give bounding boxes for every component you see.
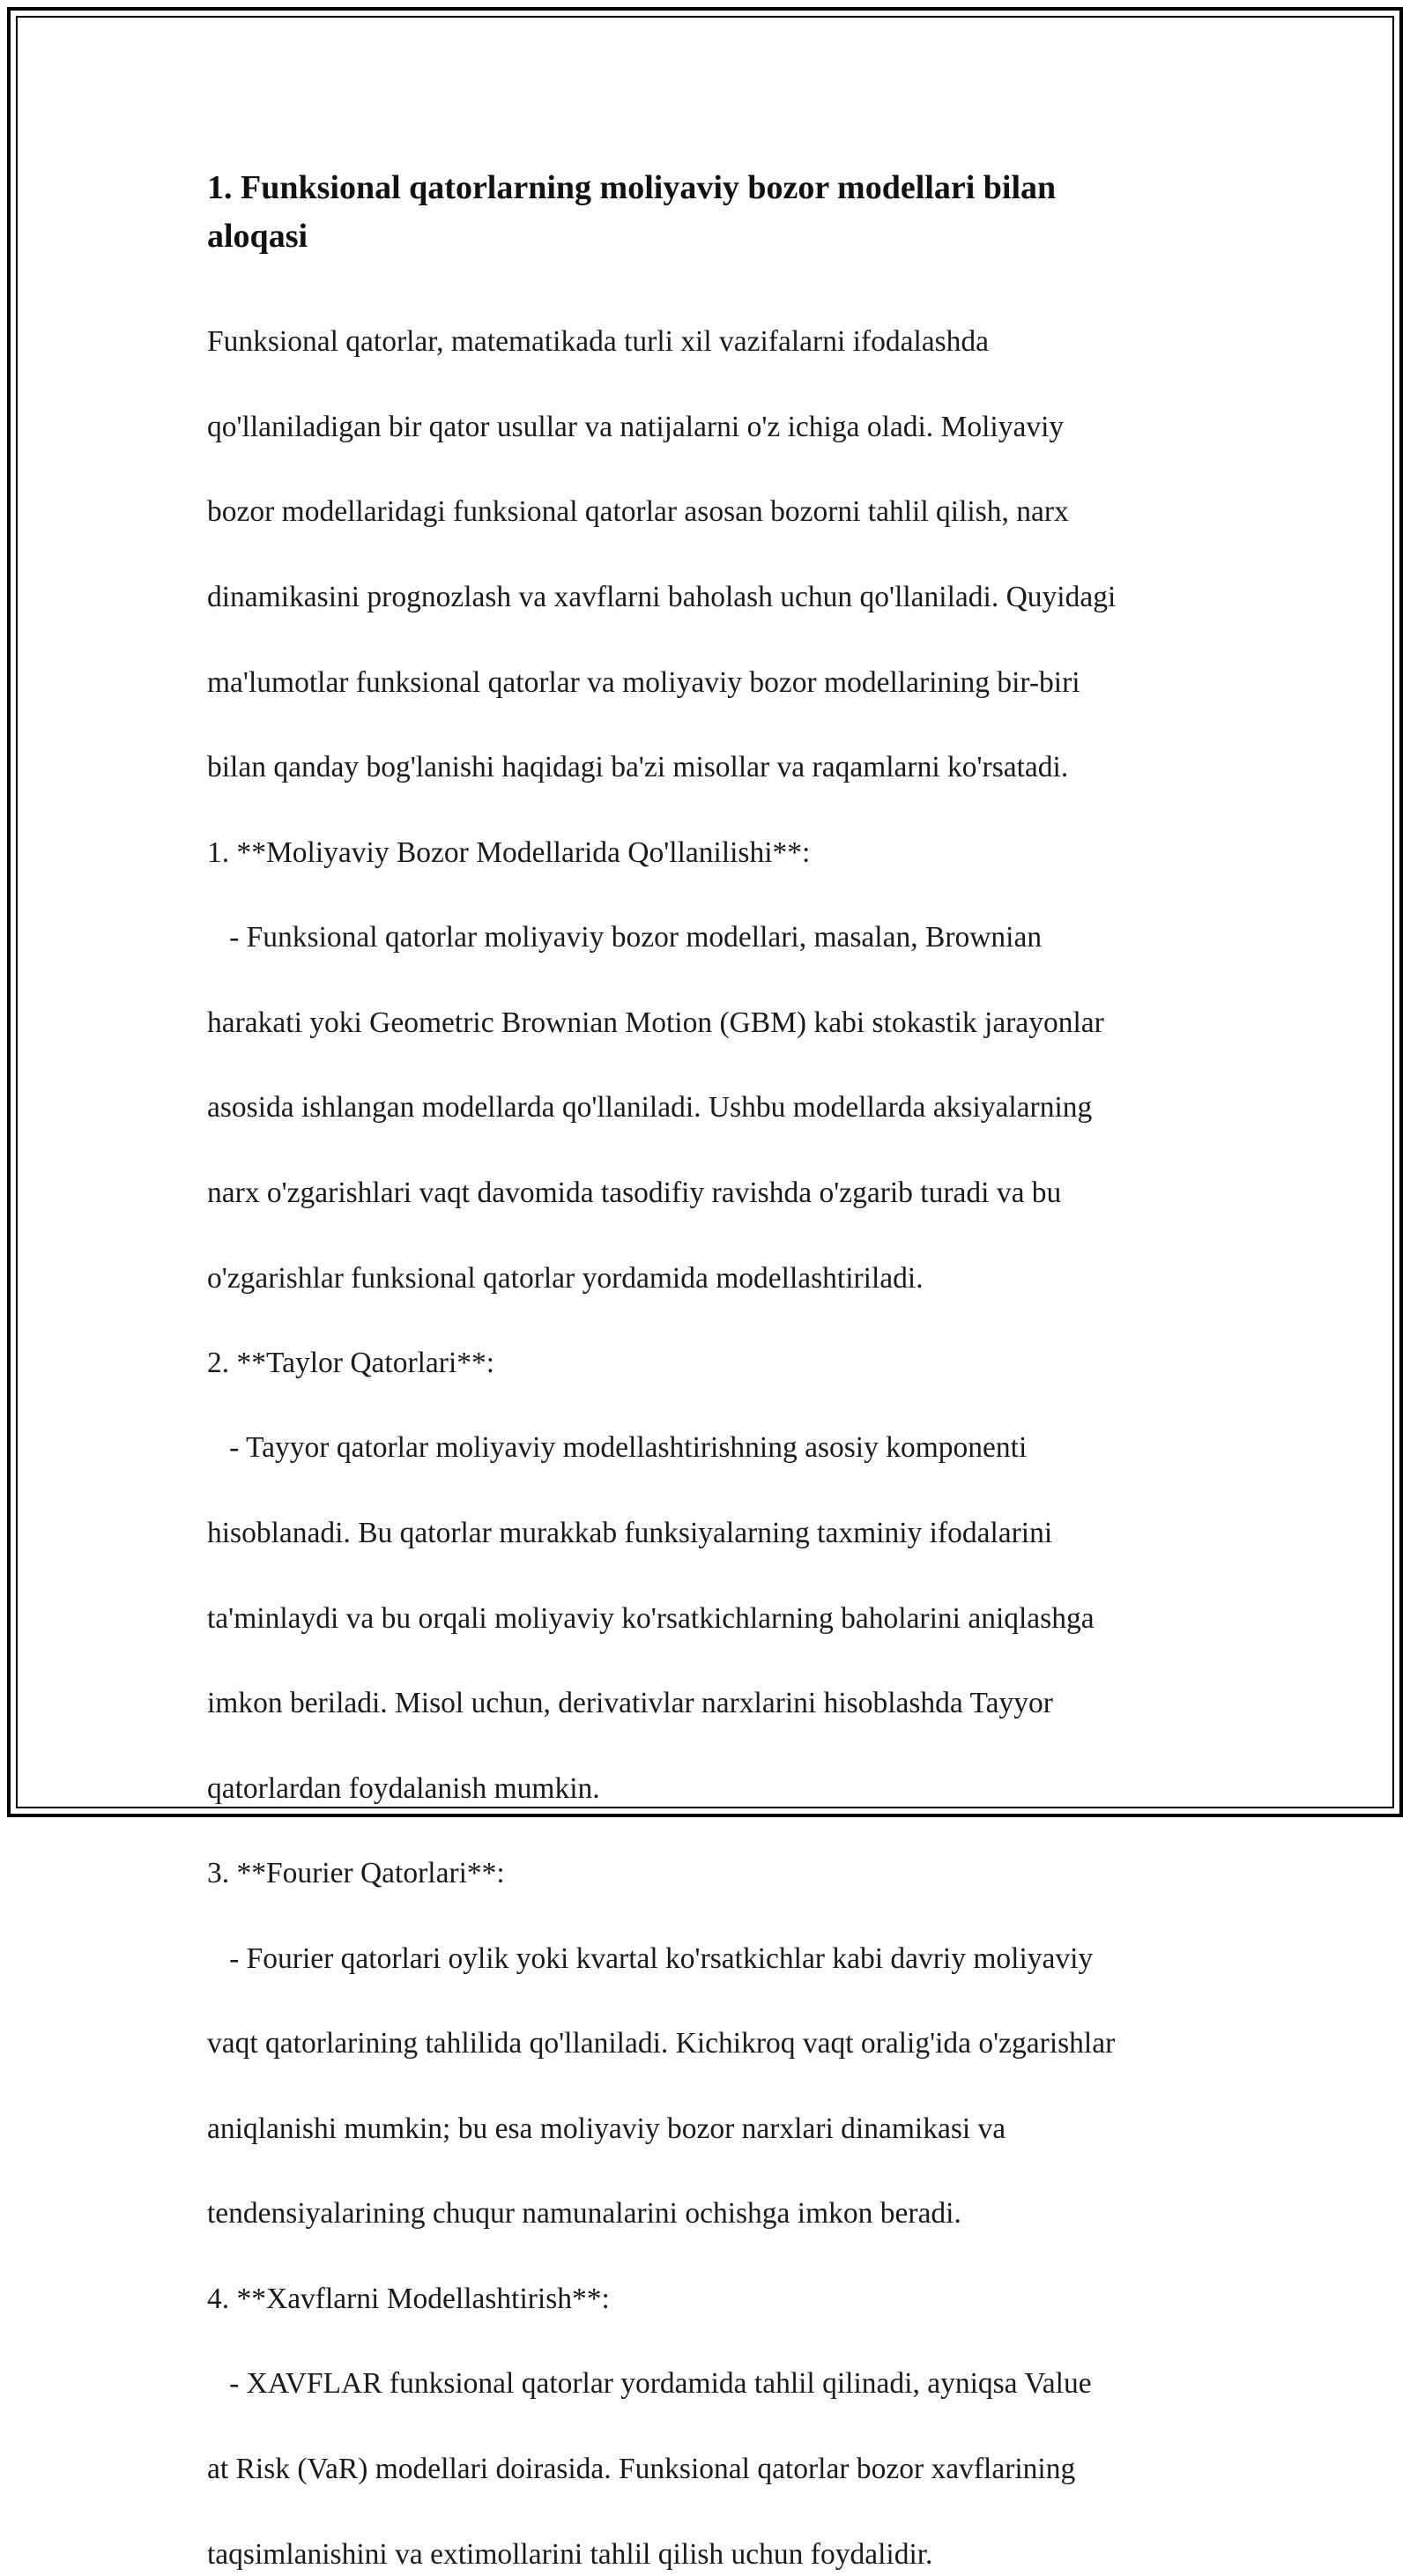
item-body [207,874,1221,1300]
item-body [207,1895,1221,2235]
text-line: narx o'zgarishlari vaqt davomida tasodifiy ravishda o'zgarib turadi va bu [207,1176,1062,1209]
text-line: qatorlardan foydalanish mumkin. [207,1771,600,1805]
document-title [207,164,1221,261]
title-line: 1. Funksional qatorlarning moliyaviy bozor modellari bilan [207,169,1057,206]
text-line: - XAVFLAR funksional qatorlar yordamida tahlil qilinadi, ayniqsa Value [207,2367,1092,2401]
paragraph-gap [207,1810,1221,1852]
text-line: at Risk (VaR) modellari doirasida. Funksional qatorlar bozor xavflarining [207,2452,1076,2485]
text-line: - Funksional qatorlar moliyaviy bozor modellari, masalan, Brownian [207,921,1043,954]
text-line: aniqlanishi mumkin; bu esa moliyaviy bozor narxlari dinamikasi va [207,2112,1006,2145]
text-line: tendensiyalarining chuqur namunalarini ochishga imkon beradi. [207,2197,961,2231]
paragraph-gap [207,1300,1221,1342]
item-body [207,1385,1221,1810]
item-body [207,2320,1221,2576]
text-line: bozor modellaridagi funksional qatorlar asosan bozorni tahlil qilish, narx [207,495,1069,529]
item-heading: 2. **Taylor Qatorlari**: [207,1346,495,1379]
text-line: o'zgarishlar funksional qatorlar yordamida modellashtiriladi. [207,1261,924,1295]
text-line: ta'minlaydi va bu orqali moliyaviy ko'rsatkichlarning baholarini aniqlashga [207,1601,1095,1635]
text-line: bilan qanday bog'lanishi haqidagi ba'zi misollar va raqamlarni ko'rsatadi. [207,751,1069,784]
item-heading: 4. **Xavflarni Modellashtirish**: [207,2282,610,2315]
text-line: imkon beriladi. Misol uchun, derivativlar narxlarini hisoblashda Tayyor [207,1687,1053,1720]
item-heading: 3. **Fourier Qatorlari**: [207,1857,505,1890]
list-item [207,1342,1221,1810]
text-line: taqsimlanishini va extimollarini tahlil qilish uchun foydalidir. [207,2537,933,2571]
text-line: qo'llaniladigan bir qator usullar va natijalarni o'z ichiga oladi. Moliyaviy [207,410,1065,443]
list-item [207,832,1221,1300]
document-body [207,164,1221,2576]
list-item [207,1852,1221,2236]
title-line: aloqasi [207,218,308,255]
text-line: asosida ishlangan modellarda qo'llaniladi. Ushbu modellarda aksiyalarning [207,1091,1093,1125]
intro-paragraph [207,278,1221,790]
list-item [207,2278,1221,2576]
text-line: dinamikasini prognozlash va xavflarni baholash uchun qo'llaniladi. Quyidagi [207,581,1117,614]
text-line: - Fourier qatorlari oylik yoki kvartal ko'rsatkichlar kabi davriy moliyaviy [207,1941,1094,1975]
text-line: harakati yoki Geometric Brownian Motion (GBM) kabi stokastik jarayonlar [207,1006,1104,1039]
text-line: Funksional qatorlar, matematikada turli xil vazifalarni ifodalashda [207,325,990,359]
text-line: ma'lumotlar funksional qatorlar va moliyaviy bozor modellarining bir-biri [207,665,1080,699]
item-heading: 1. **Moliyaviy Bozor Modellarida Qo'llanilishi**: [207,835,811,869]
text-line: vaqt qatorlarining tahlilida qo'llaniladi. Kichikroq vaqt oralig'ida o'zgarishlar [207,2027,1116,2060]
text-line: - Tayyor qatorlar moliyaviy modellashtirishning asosiy komponenti [207,1431,1028,1465]
paragraph-gap [207,2236,1221,2278]
text-line: hisoblanadi. Bu qatorlar murakkab funksiyalarning taxminiy ifodalarini [207,1517,1053,1550]
paragraph-gap [207,790,1221,832]
